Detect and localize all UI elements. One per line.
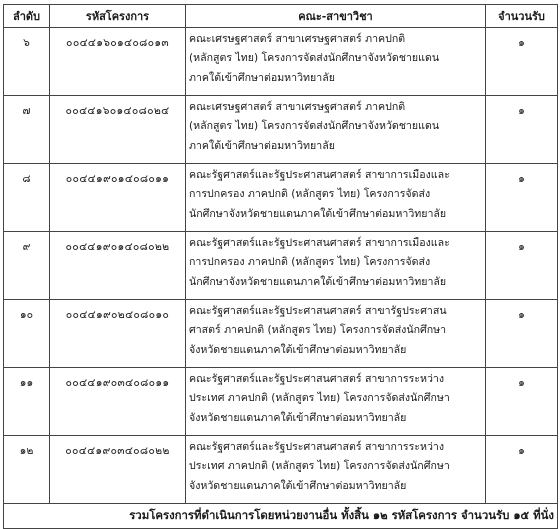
header-seq: ลำดับ — [4, 5, 50, 28]
row-seq: ๑๑ — [4, 368, 50, 436]
desc-line: จังหวัดชายแดนภาคใต้เข้าศึกษาต่อมหาวิทยาลัย — [189, 479, 407, 492]
table-row — [4, 300, 558, 368]
desc-line: คณะรัฐศาสตร์และรัฐประศาสนศาสตร์ สาขาการระหว่าง — [189, 441, 445, 453]
row-faculty-major — [186, 232, 486, 300]
row-quota: ๑ — [486, 436, 558, 504]
row-faculty-major — [186, 300, 486, 368]
desc-line: คณะเศรษฐศาสตร์ สาขาเศรษฐศาสตร์ ภาคปกติ — [189, 33, 406, 45]
desc-line: คณะรัฐศาสตร์และรัฐประศาสนศาสตร์ สาขารัฐประศาสน — [189, 305, 447, 317]
row-quota: ๑ — [486, 368, 558, 436]
row-seq: ๑๒ — [4, 436, 50, 504]
table-row — [4, 96, 558, 164]
row-seq: ๑๐ — [4, 300, 50, 368]
desc-line: นักศึกษาจังหวัดชายแดนภาคใต้เข้าศึกษาต่อมหาวิทยาลัย — [189, 275, 447, 288]
desc-line: ศาสตร์ ภาคปกติ (หลักสูตร ไทย) โครงการจัดส่งนักศึกษา — [189, 324, 447, 337]
row-project-code: ๐๐๔๔๑๙๐๓๔๐๘๐๑๑ — [50, 368, 186, 436]
row-seq: ๖ — [4, 28, 50, 96]
desc-line: คณะเศรษฐศาสตร์ สาขาเศรษฐศาสตร์ ภาคปกติ — [189, 101, 406, 113]
row-project-code: ๐๐๔๔๑๙๐๒๔๐๘๐๑๐ — [50, 300, 186, 368]
desc-line: ภาคใต้เข้าศึกษาต่อมหาวิทยาลัย — [189, 139, 335, 152]
desc-line: นักศึกษาจังหวัดชายแดนภาคใต้เข้าศึกษาต่อมหาวิทยาลัย — [189, 207, 447, 220]
table-row — [4, 436, 558, 504]
row-faculty-major — [186, 436, 486, 504]
row-faculty-major — [186, 164, 486, 232]
desc-line: คณะรัฐศาสตร์และรัฐประศาสนศาสตร์ สาขาการเมืองและ — [189, 237, 450, 249]
desc-line: คณะรัฐศาสตร์และรัฐประศาสนศาสตร์ สาขาการระหว่าง — [189, 373, 445, 385]
row-faculty-major — [186, 96, 486, 164]
header-faculty-major: คณะ-สาขาวิชา — [186, 5, 486, 28]
admission-table — [3, 4, 558, 529]
desc-line: การปกครอง ภาคปกติ (หลักสูตร ไทย) โครงการจัดส่ง — [189, 188, 431, 201]
row-faculty-major — [186, 28, 486, 96]
row-quota: ๑ — [486, 28, 558, 96]
row-project-code: ๐๐๔๔๑๖๐๑๔๐๘๐๑๓ — [50, 28, 186, 96]
table-row — [4, 164, 558, 232]
desc-line: คณะรัฐศาสตร์และรัฐประศาสนศาสตร์ สาขาการเมืองและ — [189, 169, 450, 181]
desc-line: ประเทศ ภาคปกติ (หลักสูตร ไทย) โครงการจัดส่งนักศึกษา — [189, 392, 450, 405]
header-quota: จำนวนรับ — [486, 5, 558, 28]
row-quota: ๑ — [486, 96, 558, 164]
desc-line: จังหวัดชายแดนภาคใต้เข้าศึกษาต่อมหาวิทยาลัย — [189, 411, 407, 424]
row-project-code: ๐๐๔๔๑๙๐๓๔๐๘๐๒๒ — [50, 436, 186, 504]
table-header-row — [4, 5, 558, 28]
row-project-code: ๐๐๔๔๑๙๐๑๔๐๘๐๒๒ — [50, 232, 186, 300]
summary-row — [4, 504, 558, 529]
table-row — [4, 28, 558, 96]
row-quota: ๑ — [486, 300, 558, 368]
row-quota: ๑ — [486, 232, 558, 300]
row-seq: ๙ — [4, 232, 50, 300]
row-seq: ๘ — [4, 164, 50, 232]
row-faculty-major — [186, 368, 486, 436]
header-project-code: รหัสโครงการ — [50, 5, 186, 28]
desc-line: (หลักสูตร ไทย) โครงการจัดส่งนักศึกษาจังหวัดชายแดน — [189, 52, 440, 65]
table-row — [4, 368, 558, 436]
row-project-code: ๐๐๔๔๑๙๐๑๔๐๘๐๑๑ — [50, 164, 186, 232]
desc-line: ภาคใต้เข้าศึกษาต่อมหาวิทยาลัย — [189, 71, 335, 84]
desc-line: ประเทศ ภาคปกติ (หลักสูตร ไทย) โครงการจัดส่งนักศึกษา — [189, 460, 450, 473]
row-quota: ๑ — [486, 164, 558, 232]
summary-total: รวมโครงการที่ดำเนินการโดยหน่วยงานอื่น ทั้งสิ้น ๑๒ รหัสโครงการ จำนวนรับ ๑๕ ที่นั่ง — [4, 504, 558, 529]
row-project-code: ๐๐๔๔๑๖๐๑๔๐๘๐๒๔ — [50, 96, 186, 164]
row-seq: ๗ — [4, 96, 50, 164]
desc-line: การปกครอง ภาคปกติ (หลักสูตร ไทย) โครงการจัดส่ง — [189, 256, 431, 269]
table-row — [4, 232, 558, 300]
desc-line: (หลักสูตร ไทย) โครงการจัดส่งนักศึกษาจังหวัดชายแดน — [189, 120, 440, 133]
desc-line: จังหวัดชายแดนภาคใต้เข้าศึกษาต่อมหาวิทยาลัย — [189, 343, 407, 356]
